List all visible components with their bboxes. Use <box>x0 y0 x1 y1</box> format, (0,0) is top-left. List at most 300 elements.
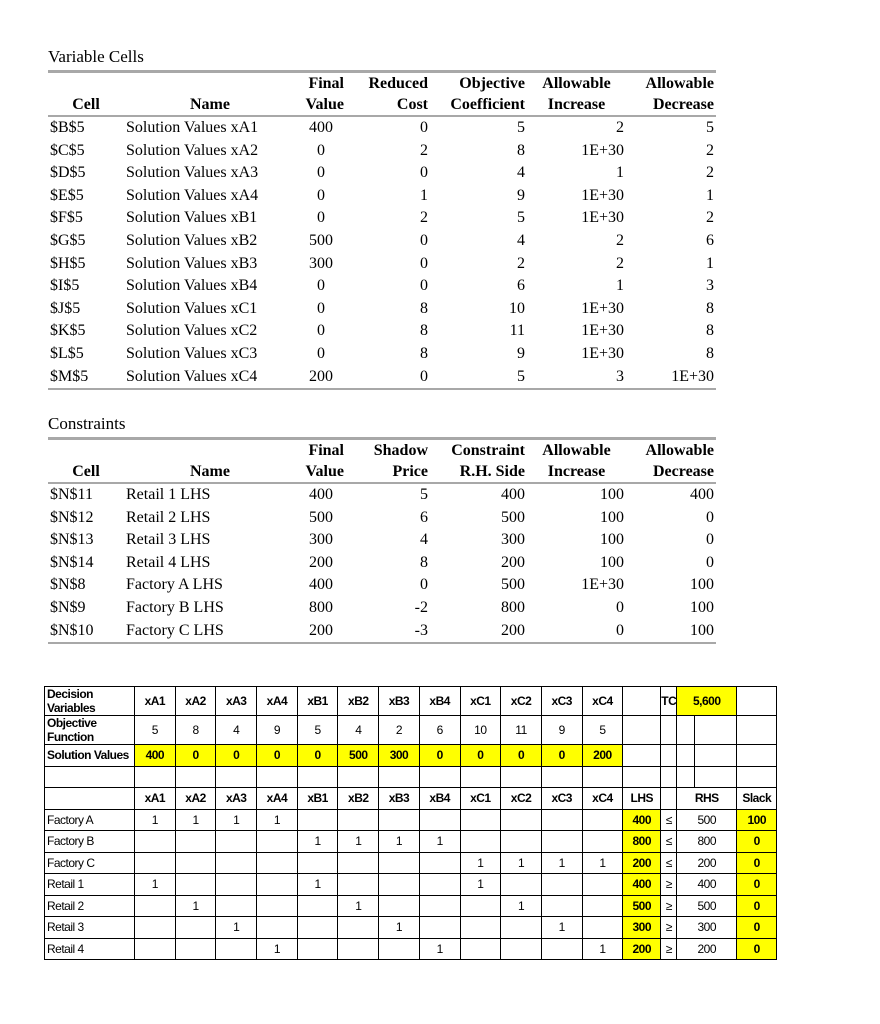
cell-final: 0 <box>317 186 325 204</box>
constraint-coefficient <box>379 809 420 831</box>
variable-name: xB1 <box>297 687 338 716</box>
constraint-coefficient: 1 <box>338 895 379 917</box>
constraint-row <box>45 809 777 831</box>
constraint-coefficient: 1 <box>297 874 338 896</box>
constraint-coefficient: 1 <box>582 938 623 960</box>
lhs-value: 400 <box>623 874 661 896</box>
cell-final: 400 <box>309 486 333 503</box>
cell-cell: $D$5 <box>50 164 86 182</box>
cell-inc: 1E+30 <box>581 299 624 317</box>
constraint-coefficient: 1 <box>419 938 460 960</box>
cell-obj: 5 <box>517 119 525 136</box>
cell-final: 300 <box>309 254 333 272</box>
cell-dec: 1 <box>706 186 714 204</box>
cell-inc: 1E+30 <box>581 141 624 159</box>
constraint-coefficient <box>582 831 623 853</box>
constraint-coefficient <box>175 831 216 853</box>
cell-cell: $H$5 <box>50 254 86 272</box>
cell-cell: $C$5 <box>50 141 85 159</box>
constraint-coefficient <box>582 895 623 917</box>
constraint-coefficient <box>338 938 379 960</box>
cell-cell: $K$5 <box>50 322 86 340</box>
constraint-coefficient <box>297 938 338 960</box>
objective-coefficient: 4 <box>216 716 257 745</box>
constraint-coefficient <box>175 852 216 874</box>
column-header-top <box>48 439 124 462</box>
slack-value: 0 <box>737 852 777 874</box>
objective-coefficient: 8 <box>175 716 216 745</box>
cell-name: Solution Values xC2 <box>126 322 258 340</box>
constraint-coefficient <box>216 874 257 896</box>
slack-value: 0 <box>737 917 777 939</box>
constraint-coefficient: 1 <box>216 917 257 939</box>
constraint-coefficient: 1 <box>460 874 501 896</box>
constraint-row <box>45 895 777 917</box>
variable-name: xB4 <box>419 687 460 716</box>
constraint-coefficient <box>501 831 542 853</box>
column-header: Increase <box>527 461 626 483</box>
lhs-header: LHS <box>623 788 661 810</box>
objective-coefficient: 10 <box>460 716 501 745</box>
empty-cell <box>541 766 582 788</box>
cell-reduced: 0 <box>420 231 428 249</box>
empty-cell <box>737 716 777 745</box>
cell-final: 800 <box>309 598 333 616</box>
cell-final: 0 <box>317 344 325 362</box>
table-row <box>48 574 716 597</box>
decision-variables-label: Decision Variables <box>45 687 135 716</box>
variable-name: xB3 <box>379 788 420 810</box>
cell-name: Solution Values xC1 <box>126 299 258 317</box>
constraint-coefficient: 1 <box>379 917 420 939</box>
cell-obj: 9 <box>517 186 525 204</box>
cell-reduced: 2 <box>420 141 428 159</box>
cell-price: 4 <box>420 531 428 549</box>
constraint-coefficient <box>338 852 379 874</box>
empty-cell <box>661 716 677 745</box>
variable-name: xA2 <box>175 788 216 810</box>
solution-value: 0 <box>541 745 582 767</box>
rhs-value: 500 <box>677 895 737 917</box>
variable-name: xA4 <box>257 788 298 810</box>
cell-final: 400 <box>309 576 333 594</box>
cell-dec: 100 <box>626 620 716 644</box>
cell-dec: 0 <box>706 531 714 549</box>
slack-value: 0 <box>737 895 777 917</box>
constraint-coefficient <box>216 895 257 917</box>
cell-name: Retail 1 LHS <box>126 486 211 503</box>
empty-cell <box>737 766 777 788</box>
column-header-top: Allowable <box>527 439 626 462</box>
constraint-coefficient <box>338 917 379 939</box>
table-row <box>48 116 716 140</box>
column-header: Cell <box>48 94 124 116</box>
objective-coefficient: 5 <box>135 716 176 745</box>
rhs-value: 200 <box>677 852 737 874</box>
cell-obj: 8 <box>517 141 525 159</box>
solution-value: 300 <box>379 745 420 767</box>
inequality-sign: ≤ <box>661 831 677 853</box>
constraint-coefficient <box>135 938 176 960</box>
decision-variables-row <box>45 687 777 716</box>
cell-dec: 0 <box>706 508 714 526</box>
constraint-coefficient: 1 <box>175 809 216 831</box>
column-header: Increase <box>527 94 626 116</box>
lhs-value: 400 <box>623 809 661 831</box>
objective-coefficient: 9 <box>257 716 298 745</box>
solution-value: 500 <box>338 745 379 767</box>
constraint-coefficient <box>501 938 542 960</box>
constraint-coefficient <box>419 895 460 917</box>
cell-cell: $B$5 <box>50 119 85 136</box>
table-row <box>48 552 716 575</box>
objective-coefficient: 6 <box>419 716 460 745</box>
constraint-coefficient <box>379 852 420 874</box>
cell-name: Factory C LHS <box>124 620 296 644</box>
column-header: Decrease <box>626 94 716 116</box>
constraint-coefficient <box>501 874 542 896</box>
cell-name: Retail 4 LHS <box>126 553 211 571</box>
constraint-coefficient <box>419 852 460 874</box>
cell-dec: 8 <box>706 344 714 362</box>
empty-cell <box>257 766 298 788</box>
empty-cell <box>677 716 695 745</box>
constraint-row <box>45 852 777 874</box>
lhs-value: 800 <box>623 831 661 853</box>
spreadsheet-model <box>44 686 777 960</box>
constraint-coefficient <box>541 874 582 896</box>
objective-coefficient: 4 <box>338 716 379 745</box>
rhs-value: 200 <box>677 938 737 960</box>
cell-dec: 2 <box>706 209 714 227</box>
solution-value: 0 <box>175 745 216 767</box>
cell-name: Solution Values xA2 <box>126 141 259 159</box>
cell-name: Solution Values xB2 <box>126 231 258 249</box>
variable-name: xC3 <box>541 788 582 810</box>
cell-dec: 0 <box>706 553 714 571</box>
column-header: Cost <box>346 94 430 116</box>
cell-dec: 2 <box>706 164 714 182</box>
cell-final: 0 <box>317 322 325 340</box>
variable-name: xC1 <box>460 788 501 810</box>
column-header-top: Allowable <box>527 72 626 95</box>
rhs-header: RHS <box>677 788 737 810</box>
cell-final: 500 <box>309 231 333 249</box>
cell-rhs: 400 <box>501 486 525 503</box>
variable-name: xA3 <box>216 788 257 810</box>
constraint-coefficient <box>216 831 257 853</box>
cell-inc: 0 <box>616 598 624 616</box>
column-header: Name <box>124 94 296 116</box>
empty-cell <box>737 687 777 716</box>
variable-name: xB3 <box>379 687 420 716</box>
cell-cell: $N$14 <box>50 553 94 571</box>
variable-name: xA3 <box>216 687 257 716</box>
cell-inc: 1E+30 <box>581 344 624 362</box>
cell-dec: 1 <box>706 254 714 272</box>
constraint-coefficient <box>257 895 298 917</box>
cell-final: 200 <box>309 553 333 571</box>
cell-name: Solution Values xB4 <box>126 277 258 295</box>
cell-final: 200 <box>296 366 346 390</box>
cell-reduced: 8 <box>420 322 428 340</box>
cell-final: 300 <box>309 531 333 549</box>
cell-dec: 2 <box>706 141 714 159</box>
constraint-coefficient: 1 <box>135 809 176 831</box>
constraint-coefficient <box>460 895 501 917</box>
cell-price: 0 <box>420 576 428 594</box>
constraint-coefficient: 1 <box>460 852 501 874</box>
constraint-coefficient <box>419 809 460 831</box>
table-row <box>48 343 716 366</box>
tc-value: 5,600 <box>677 687 737 716</box>
constraint-coefficient <box>541 895 582 917</box>
cell-name: Solution Values xB1 <box>126 209 258 227</box>
column-header-top: Shadow <box>346 439 430 462</box>
inequality-sign: ≥ <box>661 874 677 896</box>
column-header: Decrease <box>626 461 716 483</box>
constraint-coefficient <box>257 917 298 939</box>
constraint-coefficient: 1 <box>338 831 379 853</box>
empty-cell <box>623 687 661 716</box>
constraint-coefficient: 1 <box>379 831 420 853</box>
cell-obj: 5 <box>430 366 527 390</box>
cell-dec: 1E+30 <box>626 366 716 390</box>
table-row <box>48 507 716 530</box>
cell-dec: 3 <box>706 277 714 295</box>
constraint-coefficient <box>297 917 338 939</box>
constraint-coefficient <box>541 831 582 853</box>
constraint-row <box>45 938 777 960</box>
empty-cell <box>45 788 135 810</box>
constraint-coefficient <box>257 831 298 853</box>
cell-final: 0 <box>317 299 325 317</box>
blank-row <box>45 766 777 788</box>
cell-name: Solution Values xC4 <box>124 366 296 390</box>
constraint-coefficient <box>216 852 257 874</box>
inequality-sign: ≥ <box>661 917 677 939</box>
cell-cell: $N$12 <box>50 508 94 526</box>
cell-rhs: 800 <box>501 598 525 616</box>
empty-cell <box>661 745 677 767</box>
cell-rhs: 500 <box>501 508 525 526</box>
cell-cell: $N$11 <box>50 486 93 503</box>
column-header: Coefficient <box>430 94 527 116</box>
cell-final: 0 <box>317 141 325 159</box>
column-header: Price <box>346 461 430 483</box>
cell-inc: 1E+30 <box>581 209 624 227</box>
lhs-value: 200 <box>623 938 661 960</box>
objective-coefficient: 2 <box>379 716 420 745</box>
cell-cell: $F$5 <box>50 209 83 227</box>
cell-obj: 5 <box>517 209 525 227</box>
table-row <box>48 597 716 620</box>
empty-cell <box>623 766 661 788</box>
cell-reduced: 0 <box>420 277 428 295</box>
constraint-coefficient <box>297 809 338 831</box>
constraint-coefficient: 1 <box>297 831 338 853</box>
cell-obj: 4 <box>517 164 525 182</box>
constraint-name: Factory B <box>45 831 135 853</box>
cell-cell: $E$5 <box>50 186 84 204</box>
constraint-coefficient <box>419 874 460 896</box>
constraint-coefficient <box>582 809 623 831</box>
constraint-coefficient: 1 <box>582 852 623 874</box>
slack-value: 100 <box>737 809 777 831</box>
cell-price: 5 <box>420 486 428 503</box>
constraint-coefficient <box>582 874 623 896</box>
solution-value: 0 <box>216 745 257 767</box>
objective-coefficient: 9 <box>541 716 582 745</box>
constraint-coefficient: 1 <box>216 809 257 831</box>
table-row <box>48 298 716 321</box>
empty-cell <box>661 788 677 810</box>
column-header-top <box>124 72 296 95</box>
empty-cell <box>582 766 623 788</box>
cell-name: Solution Values xA4 <box>126 186 259 204</box>
lhs-value: 500 <box>623 895 661 917</box>
constraint-row <box>45 831 777 853</box>
variable-name: xC2 <box>501 788 542 810</box>
inequality-sign: ≥ <box>661 895 677 917</box>
constraint-coefficient: 1 <box>541 917 582 939</box>
constraint-coefficient <box>297 852 338 874</box>
table-row <box>48 140 716 163</box>
cell-dec: 8 <box>706 322 714 340</box>
constraint-name: Retail 4 <box>45 938 135 960</box>
cell-rhs: 200 <box>430 620 527 644</box>
column-header: Name <box>124 461 296 483</box>
cell-name: Solution Values xB3 <box>126 254 258 272</box>
table-row <box>48 162 716 185</box>
cell-dec: 100 <box>690 576 714 594</box>
empty-cell <box>695 766 737 788</box>
constraint-name: Factory C <box>45 852 135 874</box>
empty-cell <box>677 766 695 788</box>
table-row <box>48 275 716 298</box>
constraint-coefficient: 1 <box>135 874 176 896</box>
constraint-coefficient <box>297 895 338 917</box>
lhs-value: 300 <box>623 917 661 939</box>
cell-price: 6 <box>420 508 428 526</box>
constraint-coefficient <box>216 938 257 960</box>
cell-name: Solution Values xA3 <box>126 164 259 182</box>
constraint-coefficient <box>501 809 542 831</box>
cell-inc: 100 <box>600 531 624 549</box>
variable-name: xC4 <box>582 687 623 716</box>
variable-cells-title: Variable Cells <box>48 47 144 66</box>
cell-reduced: 8 <box>420 344 428 362</box>
empty-cell <box>661 766 677 788</box>
slack-value: 0 <box>737 874 777 896</box>
cell-rhs: 200 <box>501 553 525 571</box>
cell-cell: $N$13 <box>50 531 94 549</box>
cell-dec: 400 <box>690 486 714 503</box>
variable-name: xC1 <box>460 687 501 716</box>
column-header-top: Reduced <box>346 72 430 95</box>
variable-name: xB1 <box>297 788 338 810</box>
cell-rhs: 500 <box>501 576 525 594</box>
cell-final: 0 <box>317 277 325 295</box>
cell-inc: 100 <box>600 553 624 571</box>
empty-cell <box>175 766 216 788</box>
table-row <box>48 230 716 253</box>
constraint-coefficient: 1 <box>501 852 542 874</box>
column-header-top: Final <box>296 439 346 462</box>
cell-reduced: 1 <box>420 186 428 204</box>
column-header: R.H. Side <box>430 461 527 483</box>
solution-value: 200 <box>582 745 623 767</box>
cell-reduced: 0 <box>420 119 428 136</box>
inequality-sign: ≥ <box>661 938 677 960</box>
empty-cell <box>297 766 338 788</box>
objective-function-row <box>45 716 777 745</box>
cell-price: 8 <box>420 553 428 571</box>
cell-obj: 11 <box>509 322 525 340</box>
constraint-coefficient: 1 <box>419 831 460 853</box>
cell-inc: 1E+30 <box>581 322 624 340</box>
cell-final: 0 <box>317 209 325 227</box>
cell-final: 500 <box>309 508 333 526</box>
empty-cell <box>45 766 135 788</box>
cell-rhs: 300 <box>501 531 525 549</box>
empty-cell <box>501 766 542 788</box>
column-header-top: Final <box>296 72 346 95</box>
column-header: Value <box>296 94 346 116</box>
objective-coefficient: 11 <box>501 716 542 745</box>
constraint-coefficient <box>460 938 501 960</box>
cell-inc: 2 <box>616 119 624 136</box>
variable-name: xB2 <box>338 788 379 810</box>
constraint-coefficient <box>175 874 216 896</box>
objective-coefficient: 5 <box>297 716 338 745</box>
cell-inc: 1E+30 <box>581 186 624 204</box>
constraint-coefficient: 1 <box>501 895 542 917</box>
constraint-coefficient <box>419 917 460 939</box>
cell-final: 400 <box>309 119 333 136</box>
cell-cell: $J$5 <box>50 299 81 317</box>
constraint-coefficient <box>460 809 501 831</box>
empty-cell <box>623 716 661 745</box>
solution-value: 400 <box>135 745 176 767</box>
cell-cell: $N$8 <box>50 576 86 594</box>
cell-inc: 2 <box>616 254 624 272</box>
slack-value: 0 <box>737 938 777 960</box>
cell-name: Solution Values xA1 <box>126 119 259 136</box>
constraint-coefficient <box>135 917 176 939</box>
variable-name: xA4 <box>257 687 298 716</box>
variable-name: xA1 <box>135 687 176 716</box>
constraint-coefficient: 1 <box>257 938 298 960</box>
solution-value: 0 <box>257 745 298 767</box>
cell-obj: 10 <box>509 299 525 317</box>
cell-reduced: 0 <box>420 164 428 182</box>
cell-inc: 100 <box>600 508 624 526</box>
cell-price: -2 <box>414 598 428 616</box>
constraint-coefficient <box>460 831 501 853</box>
constraint-coefficient <box>541 938 582 960</box>
cell-name: Retail 3 LHS <box>126 531 211 549</box>
empty-cell <box>419 766 460 788</box>
cell-cell: $G$5 <box>50 231 86 249</box>
table-row <box>48 320 716 343</box>
column-header: Value <box>296 461 346 483</box>
empty-cell <box>677 745 695 767</box>
cell-name: Retail 2 LHS <box>126 508 211 526</box>
rhs-value: 800 <box>677 831 737 853</box>
constraints-title: Constraints <box>48 414 126 433</box>
column-header-top: Allowable <box>626 439 716 462</box>
